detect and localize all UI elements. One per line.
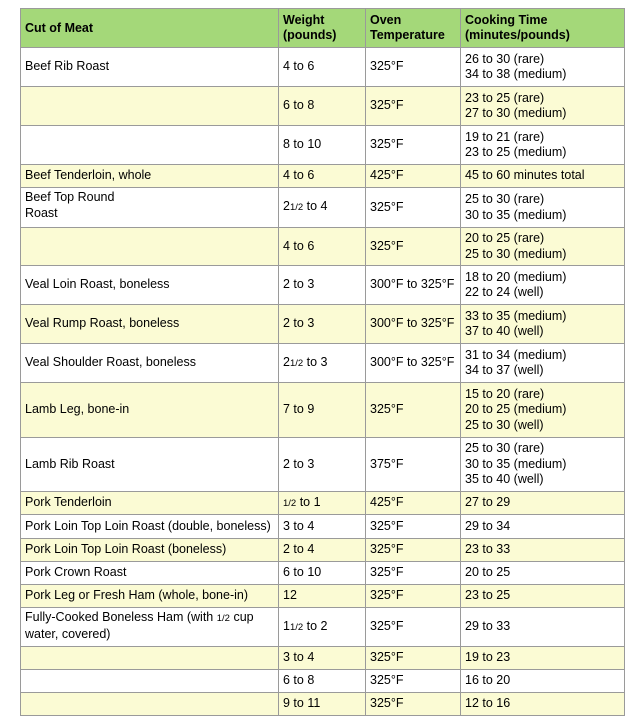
time-cell: [461, 585, 625, 608]
cut-cell: Pork Leg or Fresh Ham (whole, bone-in): [21, 585, 279, 608]
time-cell: [461, 608, 625, 647]
weight-fraction: 1/2: [283, 497, 297, 509]
time-line: 25 to 30 (medium): [465, 246, 567, 261]
table-row: [21, 693, 625, 716]
time-line: 22 to 24 (well): [465, 285, 544, 299]
cut-cell: Lamb Leg, bone-in: [21, 383, 279, 438]
header-row: [21, 9, 625, 48]
table-row: [21, 165, 625, 188]
temp-cell: 325°F: [366, 188, 461, 228]
weight-cell: 12: [279, 585, 366, 608]
table-row: [21, 383, 625, 438]
cut-fraction: 1/2: [216, 613, 230, 624]
header-time-line2: (minutes/pounds): [465, 28, 570, 42]
time-line: 31 to 34 (medium): [465, 347, 567, 362]
roasting-chart-table: [20, 8, 625, 716]
weight-cell: [279, 344, 366, 383]
table-row: [21, 126, 625, 165]
table-row: [21, 608, 625, 647]
temp-cell: 325°F: [366, 693, 461, 716]
time-line: 34 to 38 (medium): [465, 67, 567, 81]
time-cell: [461, 515, 625, 539]
weight-cell: 7 to 9: [279, 383, 366, 438]
temp-cell: 325°F: [366, 126, 461, 165]
cut-cell: [21, 647, 279, 670]
time-cell: [461, 383, 625, 438]
temp-cell: 425°F: [366, 492, 461, 515]
cut-cell: Pork Tenderloin: [21, 492, 279, 515]
weight-rest: to 2: [303, 618, 328, 633]
cut-cell: [21, 87, 279, 126]
time-cell: [461, 87, 625, 126]
weight-whole: 2: [283, 354, 290, 369]
table-row: [21, 562, 625, 585]
temp-cell: 325°F: [366, 87, 461, 126]
table-row: [21, 492, 625, 515]
time-line: 23 to 25 (medium): [465, 145, 567, 159]
temp-cell: 325°F: [366, 228, 461, 266]
time-line: 19 to 23: [465, 650, 511, 665]
header-time-line1: Cooking Time: [465, 13, 548, 27]
time-line: 29 to 34: [465, 518, 511, 533]
time-line: 25 to 30 (rare): [465, 192, 545, 206]
cut-cell: [21, 126, 279, 165]
weight-rest: to 3: [303, 354, 328, 369]
time-line: 19 to 21 (rare): [465, 129, 545, 144]
cut-cell: Pork Loin Top Loin Roast (double, boneless): [21, 515, 279, 539]
weight-cell: [279, 608, 366, 647]
time-line: 35 to 40 (well): [465, 472, 544, 487]
weight-cell: [279, 188, 366, 228]
weight-cell: [279, 492, 366, 515]
time-cell: [461, 438, 625, 492]
header-temp-line2: Temperature: [370, 28, 445, 42]
time-cell: [461, 266, 625, 305]
temp-cell: 325°F: [366, 608, 461, 647]
cut-cell: Veal Loin Roast, boneless: [21, 266, 279, 305]
cut-cell: [21, 693, 279, 716]
weight-whole: 2: [283, 199, 290, 214]
temp-cell: 325°F: [366, 515, 461, 539]
weight-rest: to 4: [303, 199, 328, 214]
time-cell: [461, 344, 625, 383]
time-cell: [461, 48, 625, 87]
temp-cell: 300°F to 325°F: [366, 344, 461, 383]
time-line: 29 to 33: [465, 619, 511, 634]
table-row: [21, 305, 625, 344]
weight-fraction: 1/2: [289, 202, 304, 214]
weight-cell: 8 to 10: [279, 126, 366, 165]
header-weight-line2: (pounds): [283, 28, 337, 42]
weight-cell: 2 to 4: [279, 539, 366, 562]
time-line: 30 to 35 (medium): [465, 207, 567, 222]
header-temp-line1: Oven: [370, 13, 402, 27]
cut-cell: Pork Loin Top Loin Roast (boneless): [21, 539, 279, 562]
header-weight: [279, 9, 366, 48]
cut-cell: Veal Shoulder Roast, boneless: [21, 344, 279, 383]
weight-cell: 2 to 3: [279, 438, 366, 492]
header-cut: Cut of Meat: [21, 9, 279, 48]
table-row: [21, 539, 625, 562]
weight-cell: 4 to 6: [279, 48, 366, 87]
time-line: 20 to 25: [465, 565, 511, 580]
table-row: [21, 266, 625, 305]
time-line: 20 to 25 (medium): [465, 402, 567, 417]
cut-cell: Veal Rump Roast, boneless: [21, 305, 279, 344]
time-cell: [461, 188, 625, 228]
temp-cell: 325°F: [366, 585, 461, 608]
table-row: [21, 670, 625, 693]
time-line: 25 to 30 (well): [465, 417, 544, 432]
time-cell: [461, 562, 625, 585]
cut-cell: Beef Top Round Roast: [21, 188, 279, 228]
time-line: 30 to 35 (medium): [465, 456, 567, 471]
temp-cell: 300°F to 325°F: [366, 305, 461, 344]
cut-cell: Pork Crown Roast: [21, 562, 279, 585]
header-weight-line1: Weight: [283, 13, 325, 27]
weight-rest: to 1: [296, 494, 321, 509]
cut-cell: Beef Tenderloin, whole: [21, 165, 279, 188]
header-temp: [366, 9, 461, 48]
table-row: [21, 647, 625, 670]
time-cell: [461, 670, 625, 693]
weight-cell: 9 to 11: [279, 693, 366, 716]
cut-cell: Lamb Rib Roast: [21, 438, 279, 492]
time-line: 45 to 60 minutes total: [465, 168, 585, 183]
header-time: [461, 9, 625, 48]
weight-whole: 1: [283, 618, 290, 633]
time-line: 18 to 20 (medium): [465, 269, 567, 284]
time-cell: [461, 647, 625, 670]
time-line: 23 to 33: [465, 542, 511, 557]
time-cell: [461, 228, 625, 266]
time-line: 27 to 30 (medium): [465, 106, 567, 120]
time-line: 34 to 37 (well): [465, 363, 544, 377]
time-cell: [461, 165, 625, 188]
temp-cell: 425°F: [366, 165, 461, 188]
time-line: 27 to 29: [465, 495, 511, 510]
temp-cell: 325°F: [366, 539, 461, 562]
weight-cell: 4 to 6: [279, 228, 366, 266]
table-row: [21, 48, 625, 87]
time-cell: [461, 126, 625, 165]
time-cell: [461, 693, 625, 716]
cut-cell: [21, 228, 279, 266]
temp-cell: 325°F: [366, 48, 461, 87]
temp-cell: 375°F: [366, 438, 461, 492]
time-line: 23 to 25 (rare): [465, 90, 545, 105]
weight-cell: 2 to 3: [279, 266, 366, 305]
temp-cell: 325°F: [366, 383, 461, 438]
weight-cell: 2 to 3: [279, 305, 366, 344]
time-line: 12 to 16: [465, 696, 511, 711]
cut-cell: Beef Rib Roast: [21, 48, 279, 87]
time-line: 15 to 20 (rare): [465, 386, 545, 401]
time-line: 20 to 25 (rare): [465, 231, 545, 245]
cut-cell: [21, 670, 279, 693]
weight-cell: 6 to 8: [279, 87, 366, 126]
time-line: 23 to 25: [465, 588, 511, 603]
table-row: [21, 228, 625, 266]
time-line: 33 to 35 (medium): [465, 308, 567, 323]
table-row: [21, 515, 625, 539]
time-cell: [461, 305, 625, 344]
table-row: [21, 438, 625, 492]
temp-cell: 325°F: [366, 647, 461, 670]
time-line: 16 to 20: [465, 673, 511, 688]
temp-cell: 325°F: [366, 562, 461, 585]
time-cell: [461, 539, 625, 562]
table-row: [21, 87, 625, 126]
table-row: [21, 585, 625, 608]
cut-text: Fully-Cooked Boneless Ham (with: [25, 610, 217, 624]
temp-cell: 300°F to 325°F: [366, 266, 461, 305]
time-cell: [461, 492, 625, 515]
temp-cell: 325°F: [366, 670, 461, 693]
weight-fraction: 1/2: [289, 357, 304, 369]
table-row: [21, 188, 625, 228]
table-row: [21, 344, 625, 383]
cut-cell: [21, 608, 279, 647]
weight-cell: 6 to 8: [279, 670, 366, 693]
time-line: 25 to 30 (rare): [465, 441, 545, 456]
weight-cell: 3 to 4: [279, 647, 366, 670]
weight-cell: 6 to 10: [279, 562, 366, 585]
weight-fraction: 1/2: [289, 621, 304, 633]
time-line: 26 to 30 (rare): [465, 51, 545, 66]
cut-text-rest: cup water, covered): [25, 610, 254, 641]
time-line: 37 to 40 (well): [465, 324, 544, 338]
weight-cell: 4 to 6: [279, 165, 366, 188]
weight-cell: 3 to 4: [279, 515, 366, 539]
